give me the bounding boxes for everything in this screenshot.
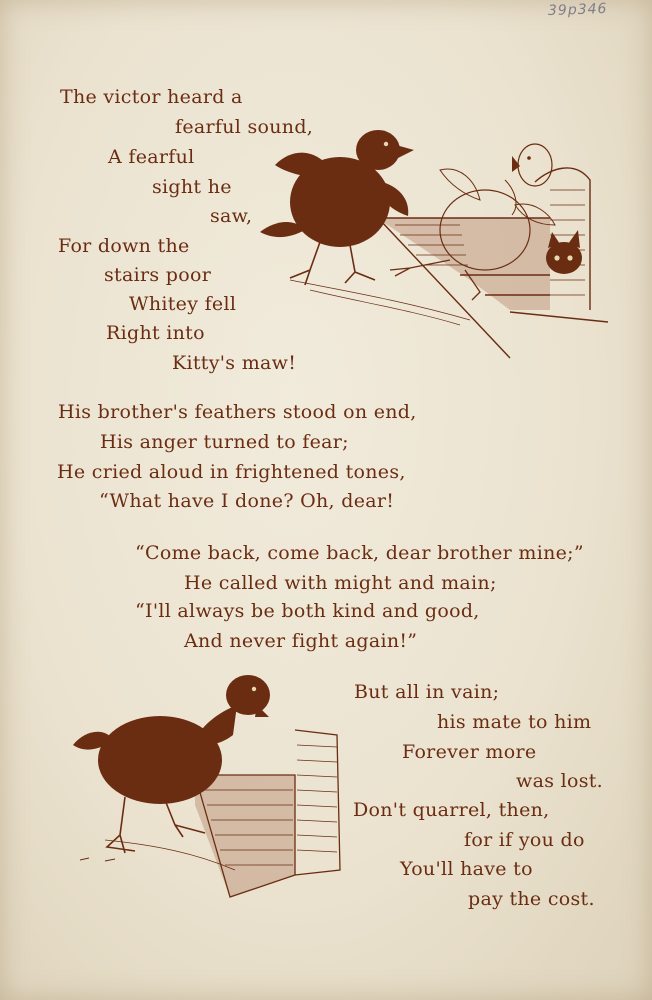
lonely-chick-illustration bbox=[65, 665, 350, 905]
poem-line: Don't quarrel, then, bbox=[353, 799, 550, 821]
poem-line: Right into bbox=[106, 322, 205, 344]
poem-line: Kitty's maw! bbox=[172, 352, 297, 374]
poem-line: And never fight again!” bbox=[184, 630, 418, 652]
poem-line: For down the bbox=[58, 235, 190, 257]
poem-line: fearful sound, bbox=[175, 116, 314, 138]
poem-line: The victor heard a bbox=[60, 86, 243, 108]
black-chick-drawing bbox=[260, 130, 414, 285]
poem-line: “What have I done? Oh, dear! bbox=[99, 490, 395, 512]
poem-line: His brother's feathers stood on end, bbox=[58, 401, 417, 423]
poem-line: was lost. bbox=[516, 770, 604, 792]
poem-line: You'll have to bbox=[400, 858, 533, 880]
poem-line: saw, bbox=[210, 205, 253, 227]
poem-line: He called with might and main; bbox=[184, 572, 497, 594]
poem-line: pay the cost. bbox=[468, 888, 595, 910]
poem-line: Whitey fell bbox=[129, 293, 237, 315]
poem-line: sight he bbox=[152, 176, 232, 198]
chicks-and-kitten-illustration bbox=[250, 120, 620, 365]
poem-line: His anger turned to fear; bbox=[100, 431, 349, 453]
poem-line: for if you do bbox=[464, 829, 585, 851]
poem-line: stairs poor bbox=[104, 264, 212, 286]
poem-line: “I'll always be both kind and good, bbox=[135, 600, 480, 622]
poem-line: his mate to him bbox=[437, 711, 592, 733]
catalog-mark: 39p346 bbox=[547, 0, 608, 20]
poem-line: A fearful bbox=[108, 146, 195, 168]
kitten-drawing bbox=[546, 230, 582, 274]
poem-line: Forever more bbox=[402, 741, 537, 763]
poem-line: He cried aloud in frightened tones, bbox=[57, 461, 406, 483]
poem-line: “Come back, come back, dear brother mine;” bbox=[135, 542, 584, 564]
poem-line: But all in vain; bbox=[354, 681, 500, 703]
